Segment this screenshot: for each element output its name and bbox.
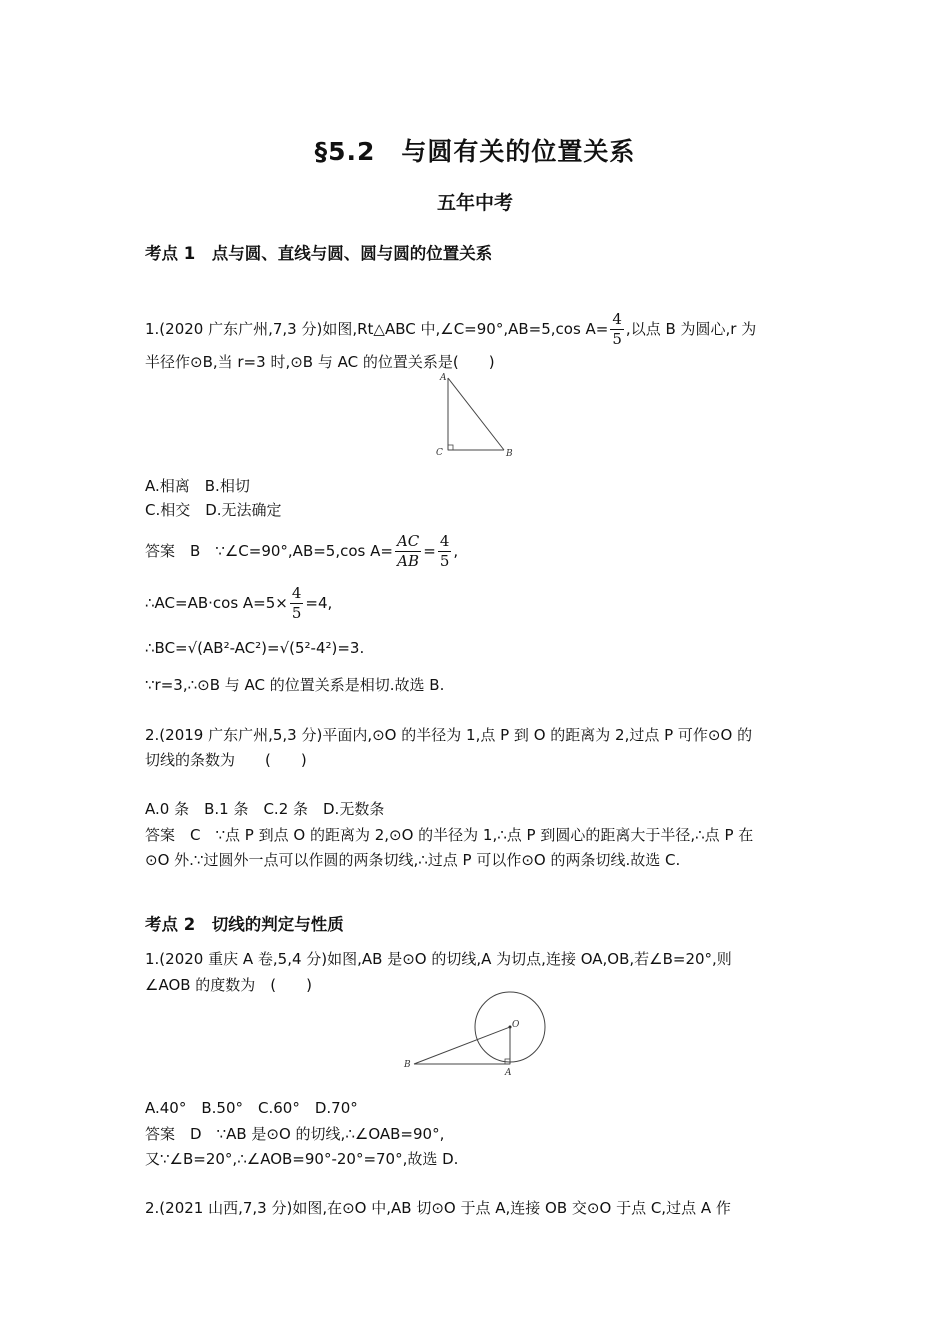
four-fifths-fraction: $\frac{4}{5}$ bbox=[439, 532, 450, 570]
q1-line-1: 1.(2020 广东广州,7,3 分)如图,Rt△ABC 中,∠C=90°,AB=5,cos A= $\frac{4}{5}$ ,以点 B 为圆心,r 为 bbox=[145, 310, 757, 348]
label-A: A bbox=[440, 373, 447, 383]
ac-ab-fraction: $\frac{AC}{AB}$ bbox=[396, 532, 420, 570]
section-heading-2: 考点 2 切线的判定与性质 bbox=[145, 915, 344, 934]
q3-options: A.40° B.50° C.60° D.70° bbox=[145, 1099, 358, 1117]
q2-answer-line-2: ⊙O 外.∵过圆外一点可以作圆的两条切线,∴过点 P 可以作⊙O 的两条切线.故选 C. bbox=[145, 851, 681, 869]
circle-tangent-figure bbox=[398, 990, 558, 1080]
q1-answer-line-3: ∴BC=√(AB²-AC²)=√(5²-4²)=3. bbox=[145, 639, 365, 657]
section-heading-1: 考点 1 点与圆、直线与圆、圆与圆的位置关系 bbox=[145, 244, 493, 263]
q1-line-2: 半径作⊙B,当 r=3 时,⊙B 与 AC 的位置关系是( ) bbox=[145, 353, 495, 371]
page-subtitle: 五年中考 bbox=[436, 192, 513, 214]
q1-options-2: C.相交 D.无法确定 bbox=[145, 501, 282, 519]
q1-fraction: $\frac{4}{5}$ bbox=[612, 310, 622, 348]
triangle-figure bbox=[430, 370, 520, 462]
label-O: O bbox=[512, 1020, 520, 1030]
q2-answer-line-1: 答案 C ∵点 P 到点 O 的距离为 2,⊙O 的半径为 1,∴点 P 到圆心的距离大于半径,∴点 P 在 bbox=[145, 826, 754, 844]
label-B2: B bbox=[404, 1060, 411, 1070]
q1-answer-line-1: 答案 B ∵∠C=90°,AB=5,cos A= $\frac{AC}{AB}$ = $\frac{4}{5}$ , bbox=[145, 532, 459, 570]
q3-answer-line-1: 答案 D ∵AB 是⊙O 的切线,∴∠OAB=90°, bbox=[145, 1125, 445, 1143]
q3-line-1: 1.(2020 重庆 A 卷,5,4 分)如图,AB 是⊙O 的切线,A 为切点,连接 OA,OB,若∠B=20°,则 bbox=[145, 950, 732, 968]
page-title: §5.2 与圆有关的位置关系 bbox=[314, 137, 636, 166]
four-fifths-fraction-2: $\frac{4}{5}$ bbox=[291, 584, 302, 622]
q2-options: A.0 条 B.1 条 C.2 条 D.无数条 bbox=[145, 800, 385, 818]
q3-line-2: ∠AOB 的度数为 ( ) bbox=[145, 976, 313, 994]
label-A2: A bbox=[505, 1068, 512, 1078]
q3-answer-line-2: 又∵∠B=20°,∴∠AOB=90°-20°=70°,故选 D. bbox=[145, 1150, 459, 1168]
label-C: C bbox=[436, 448, 443, 458]
q2-line-2: 切线的条数为 ( ) bbox=[145, 751, 307, 769]
label-B: B bbox=[506, 449, 513, 459]
q4-line-1: 2.(2021 山西,7,3 分)如图,在⊙O 中,AB 切⊙O 于点 A,连接 OB 交⊙O 于点 C,过点 A 作 bbox=[145, 1199, 731, 1217]
q2-line-1: 2.(2019 广东广州,5,3 分)平面内,⊙O 的半径为 1,点 P 到 O 的距离为 2,过点 P 可作⊙O 的 bbox=[145, 726, 753, 744]
q1-answer-line-4: ∵r=3,∴⊙B 与 AC 的位置关系是相切.故选 B. bbox=[145, 676, 445, 694]
q1-options-1: A.相离 B.相切 bbox=[145, 477, 250, 495]
q1-answer-line-2: ∴AC=AB·cos A=5× $\frac{4}{5}$ =4, bbox=[145, 584, 333, 622]
